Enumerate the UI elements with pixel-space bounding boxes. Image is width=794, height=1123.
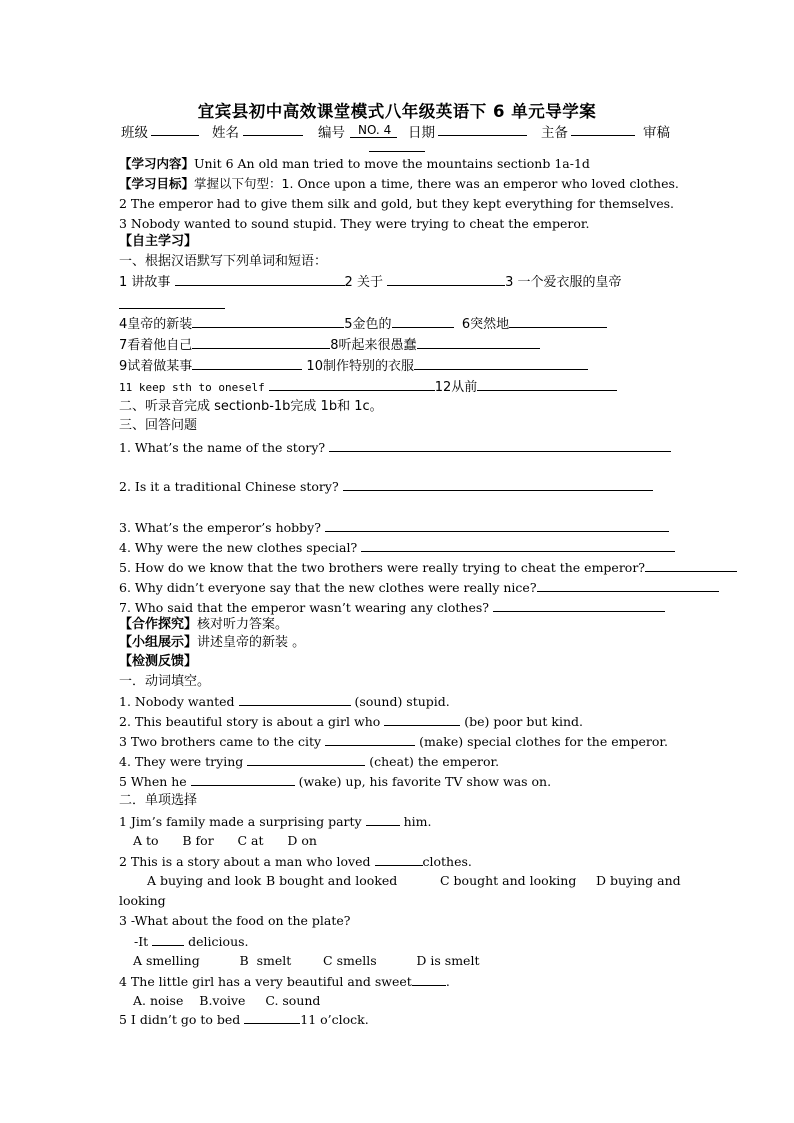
mc-3-options: A smelling B smelt C smells D is smelt <box>133 953 480 968</box>
fill-5 <box>119 773 551 790</box>
fill-1-b: (sound) stupid. <box>354 694 450 709</box>
fill-2-b: (be) poor but kind. <box>464 714 584 729</box>
mc-1-blank[interactable] <box>366 813 400 826</box>
vocab-5: 5金色的 <box>344 317 392 332</box>
mc-4-options: A. noise B.voive C. sound <box>133 993 321 1008</box>
mc-5-text: 5 I didn’t go to bed <box>119 1012 241 1027</box>
fill-2-a: 2. This beautiful story is about a girl who <box>119 714 381 729</box>
question-1-text: 1. What’s the name of the story? <box>119 440 326 455</box>
vocab-10: 10制作特别的衣服 <box>306 359 414 374</box>
study-goal-intro: 掌握以下句型：1. <box>194 176 294 191</box>
vocab-4: 4皇帝的新装 <box>119 317 193 332</box>
vocab-6: 6突然地 <box>461 317 510 332</box>
study-content-label: 【学习内容】 <box>119 156 195 171</box>
fill-5-blank[interactable] <box>191 773 295 786</box>
mc-3: 3 -What about the food on the plate? <box>119 913 351 928</box>
mc-4-text: 4 The little girl has a very beautiful and sweet <box>119 974 412 989</box>
self-study-part2: 二、听录音完成 sectionb-1b完成 1b和 1c。 <box>119 399 383 414</box>
vocab-9-blank[interactable] <box>192 357 302 370</box>
fill-1-a: 1. Nobody wanted <box>119 694 235 709</box>
mc-3-text-b: -It <box>134 934 149 949</box>
fill-4 <box>119 753 499 770</box>
mc-1 <box>119 813 431 830</box>
mc-2-option-b: B bought and looked <box>266 873 398 888</box>
vocab-1-blank[interactable] <box>175 273 345 286</box>
feedback-part1: 一．动词填空。 <box>119 674 211 689</box>
mc-2-option-d-cont: looking <box>119 893 166 908</box>
number-value: NO. 4 <box>350 123 397 138</box>
vocab-12-blank[interactable] <box>477 378 617 391</box>
vocab-3-blank[interactable] <box>119 296 225 309</box>
page-title: 宜宾县初中高效课堂模式八年级英语下 6 单元导学案 <box>197 102 597 121</box>
fill-1-blank[interactable] <box>239 693 351 706</box>
feedback-label: 【检测反馈】 <box>119 654 198 669</box>
vocab-row-2 <box>119 315 607 333</box>
self-study-label: 【自主学习】 <box>119 234 198 249</box>
feedback-part2: 二．单项选择 <box>119 793 198 808</box>
mc-1-text-b: him. <box>403 814 432 829</box>
vocab-8: 8听起来很愚蠢 <box>330 338 417 353</box>
study-content-line <box>119 156 590 172</box>
question-5-blank[interactable] <box>645 559 737 572</box>
question-3-text: 3. What’s the emperor’s hobby? <box>119 520 321 535</box>
fill-5-a: 5 When he <box>119 774 187 789</box>
class-field[interactable] <box>151 123 199 136</box>
mc-2-blank[interactable] <box>375 853 423 866</box>
study-goal-1: Once upon a time, there was an emperor who loved clothes. <box>297 176 679 191</box>
vocab-11-blank[interactable] <box>269 378 435 391</box>
vocab-row-5 <box>119 378 617 396</box>
mc-2 <box>119 853 472 870</box>
vocab-7-blank[interactable] <box>192 336 330 349</box>
vocab-7: 7看着他自己 <box>119 338 193 353</box>
group-label: 【小组展示】 <box>119 635 198 650</box>
question-6 <box>119 579 719 596</box>
mc-3-blank[interactable] <box>152 933 184 946</box>
mc-5 <box>119 1011 369 1028</box>
question-4-blank[interactable] <box>361 539 675 552</box>
study-goal-2: 2 The emperor had to give them silk and gold, but they kept everything for themselves. <box>119 196 675 211</box>
question-6-text: 6. Why didn’t everyone say that the new clothes were really nice? <box>119 580 537 595</box>
question-6-blank[interactable] <box>537 579 719 592</box>
vocab-row-3 <box>119 336 540 354</box>
coop-text: 核对听力答案。 <box>197 617 289 632</box>
name-label: 姓名 <box>212 125 239 141</box>
mc-2-option-c: C bought and looking <box>440 873 577 888</box>
question-1 <box>119 439 671 456</box>
question-4-text: 4. Why were the new clothes special? <box>119 540 358 555</box>
mc-4-blank[interactable] <box>412 973 446 986</box>
fill-4-b: (cheat) the emperor. <box>369 754 500 769</box>
coop-line <box>119 617 288 633</box>
vocab-10-blank[interactable] <box>414 357 588 370</box>
vocab-3: 3 一个爱衣服的皇帝 <box>505 275 622 290</box>
question-2 <box>119 478 653 495</box>
question-5 <box>119 559 737 576</box>
fill-3-a: 3 Two brothers came to the city <box>119 734 322 749</box>
fill-4-blank[interactable] <box>247 753 365 766</box>
question-7-blank[interactable] <box>493 599 665 612</box>
question-3 <box>119 519 669 536</box>
vocab-2: 2 关于 <box>344 275 383 290</box>
preparer-label: 主备 <box>541 125 568 141</box>
fill-5-b: (wake) up, his favorite TV show was on. <box>298 774 552 789</box>
self-study-part3: 三、回答问题 <box>119 418 198 433</box>
fill-2 <box>119 713 583 730</box>
question-4 <box>119 539 675 556</box>
question-1-blank[interactable] <box>329 439 671 452</box>
study-content-text: Unit 6 An old man tried to move the mountains sectionb 1a-1d <box>194 156 590 171</box>
mc-2-option-d: D buying and <box>596 873 681 888</box>
vocab-4-blank[interactable] <box>192 315 344 328</box>
vocab-1: 1 讲故事 <box>119 275 171 290</box>
study-goal-label: 【学习目标】 <box>119 176 195 191</box>
mc-1-options: A to B for C at D on <box>133 833 317 848</box>
fill-4-a: 4. They were trying <box>119 754 244 769</box>
number-label: 编号 <box>318 125 345 141</box>
reviewer-label: 审稿 <box>643 125 670 141</box>
coop-label: 【合作探究】 <box>119 617 198 632</box>
question-7-text: 7. Who said that the emperor wasn’t wearing any clothes? <box>119 600 489 615</box>
vocab-9: 9试着做某事 <box>119 359 193 374</box>
mc-4: 4 The little girl has a very beautiful and sweet . <box>119 974 450 989</box>
class-label: 班级 <box>121 125 148 141</box>
study-goal-3: 3 Nobody wanted to sound stupid. They were trying to cheat the emperor. <box>119 216 590 231</box>
mc-1-text: 1 Jim’s family made a surprising party <box>119 814 362 829</box>
mc-5-blank[interactable] <box>244 1011 300 1024</box>
date-field[interactable] <box>438 123 527 136</box>
question-2-text: 2. Is it a traditional Chinese story? <box>119 479 339 494</box>
vocab-8-blank[interactable] <box>417 336 540 349</box>
question-7 <box>119 599 665 616</box>
study-goal-line <box>119 176 679 192</box>
mc-3-text-c: delicious. <box>188 934 249 949</box>
fill-2-blank[interactable] <box>384 713 460 726</box>
mc-2-text: 2 This is a story about a man who loved <box>119 854 371 869</box>
vocab-11: 11 keep sth to oneself <box>119 381 265 394</box>
question-3-blank[interactable] <box>325 519 669 532</box>
vocab-row-4 <box>119 357 588 375</box>
name-field[interactable] <box>243 123 303 136</box>
mc-2-option-a: A buying and look <box>147 873 262 888</box>
fill-3-b: (make) special clothes for the emperor. <box>419 734 668 749</box>
self-study-part1: 一、根据汉语默写下列单词和短语： <box>119 254 328 269</box>
group-line <box>119 635 305 651</box>
vocab-6-blank[interactable] <box>509 315 607 328</box>
group-text: 讲述皇帝的新装 。 <box>197 635 306 650</box>
vocab-2-blank[interactable] <box>387 273 505 286</box>
fill-3-blank[interactable] <box>325 733 415 746</box>
question-2-blank[interactable] <box>343 478 653 491</box>
vocab-row-1 <box>119 273 622 291</box>
question-5-text: 5. How do we know that the two brothers were really trying to cheat the emperor? <box>119 560 645 575</box>
vocab-12: 12从前 <box>434 380 478 395</box>
date-label: 日期 <box>408 125 435 141</box>
vocab-5-blank[interactable] <box>392 315 454 328</box>
mc-3-answer-line <box>134 933 249 950</box>
fill-3 <box>119 733 668 750</box>
preparer-field[interactable] <box>571 123 635 136</box>
mc-5-text-b: 11 o’clock. <box>300 1012 369 1027</box>
fill-1 <box>119 693 450 710</box>
mc-2-text-b: clothes. <box>422 854 472 869</box>
reviewer-field[interactable] <box>369 141 425 152</box>
